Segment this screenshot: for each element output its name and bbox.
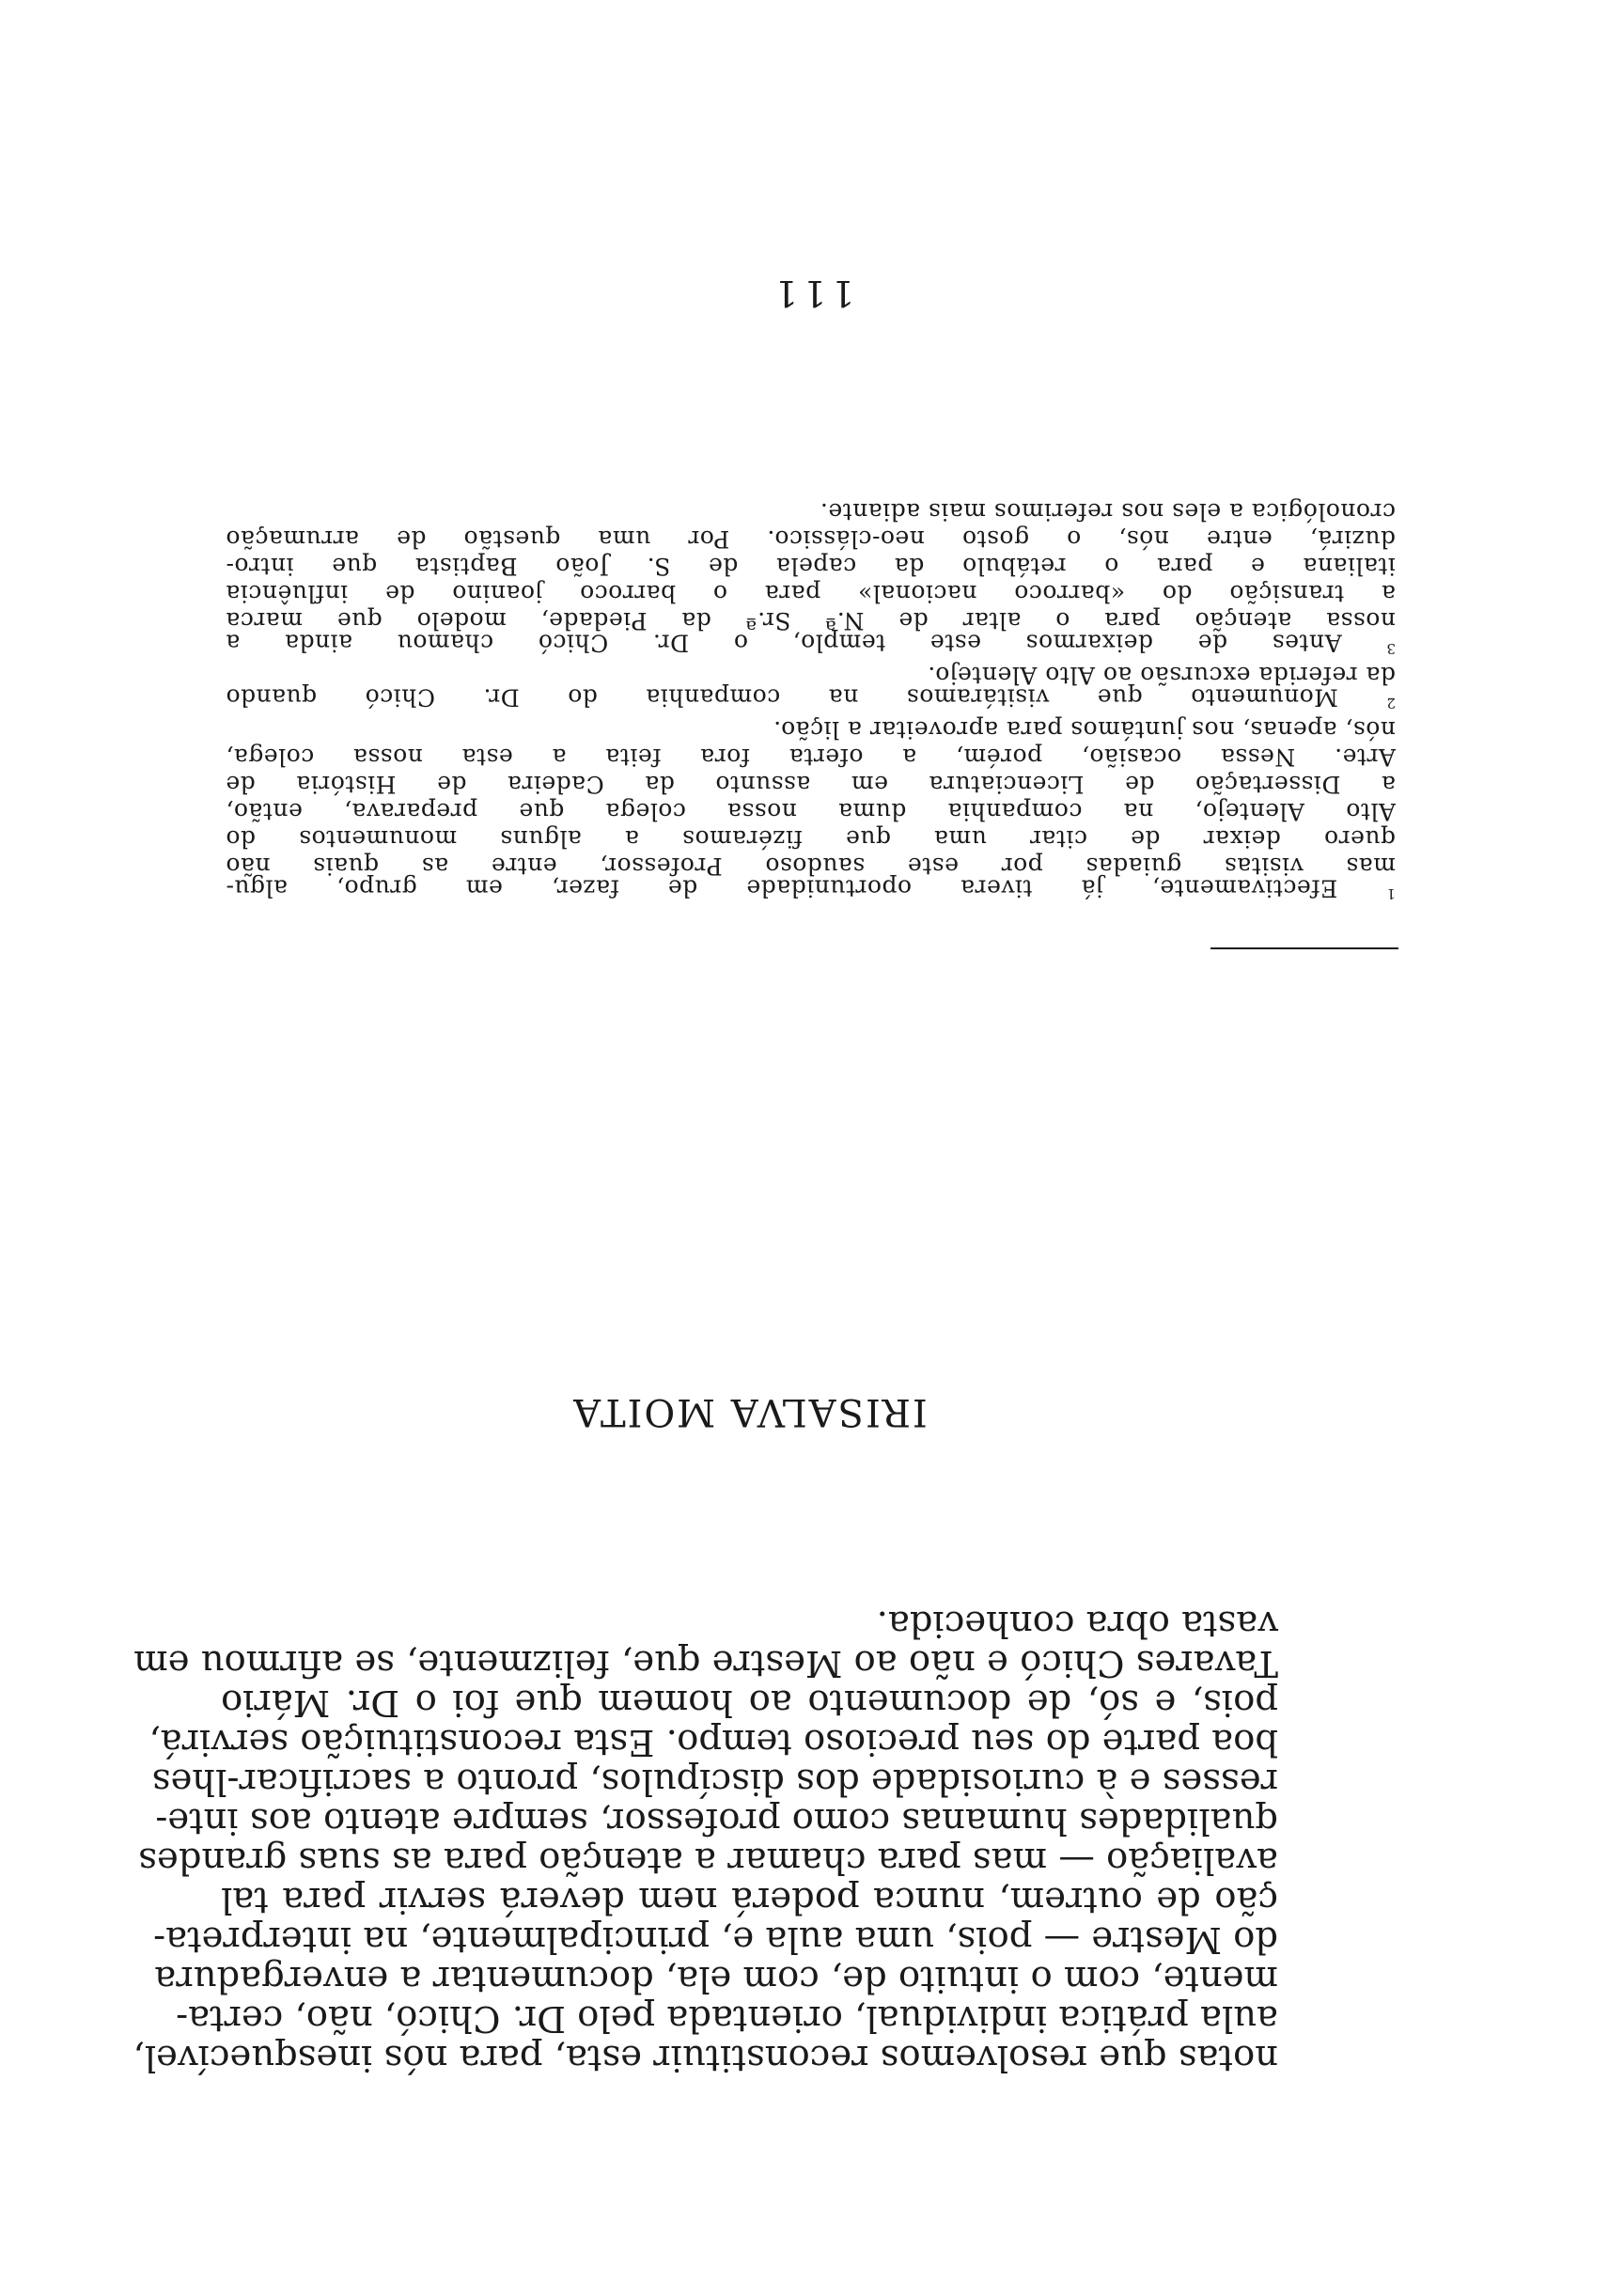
footnote-text: Efectivamente, já tivera oportunidade de fazer, em grupo, algu- — [226, 874, 1338, 902]
body-line: qualidades humanas como professor, sempre atento aos inte- — [155, 1800, 1278, 1842]
footnote-line: cronológica a eles nos referimos mais adiante. — [820, 498, 1396, 525]
footnote-line: duzirá, entre nós, o gosto neo-clássico. Por uma questão de arrumação — [226, 525, 1396, 553]
footnote-line: a Dissertação de Licenciatura em assunto da Cadeira de História de — [226, 771, 1396, 798]
footnote-line: Arte. Nessa ocasião, porém, a oferta fora feita a esta nossa colega, — [226, 743, 1396, 771]
body-line: Tavares Chicó e não ao Mestre que, felizmente, se afirmou em — [133, 1642, 1278, 1684]
body-line: pois, e só, de documento ao homem que foi o Dr. Mário — [221, 1682, 1278, 1724]
footnote-line: italiana e para o retábulo da capela de S. João Baptista que intro- — [226, 553, 1396, 580]
author-signature: IRISALVA MOITA — [571, 1390, 928, 1433]
page-number: 111 — [769, 273, 855, 314]
footnote-text: Antes de deixarmos este templo, o Dr. Chicó chamou ainda a — [226, 629, 1342, 657]
footnote-text: Monumento que visitáramos na companhia do Dr. Chicó quando — [226, 683, 1338, 712]
footnote-line: nós, apenas, nos juntámos para aproveitar a lição. — [773, 716, 1396, 743]
body-line: boa parte do seu precioso tempo. Esta reconstituição servirá, — [148, 1721, 1278, 1763]
footnote-marker: 1 — [1385, 885, 1396, 902]
footnote-2 — [226, 662, 1396, 716]
footnote-line: nossa atenção para o altar de N.ª Sr.ª da Piedade, modelo que marca — [226, 607, 1396, 634]
footnote-marker: 3 — [1385, 640, 1396, 657]
footnote-marker: 2 — [1385, 695, 1396, 712]
footnote-line — [226, 629, 1396, 662]
body-line: notas que resolvemos reconstituir esta, para nós inesquecível, — [133, 2037, 1278, 2079]
body-line: mente, com o intuito de, com ela, documentar a envergadura — [154, 1958, 1278, 2000]
footnote-line — [226, 683, 1396, 716]
footnote-line — [226, 874, 1396, 907]
footnote-3 — [226, 498, 1396, 662]
body-line: avaliação — mas para chamar a atenção para as suas grandes — [138, 1839, 1278, 1882]
body-line: aula prática individual, orientada pelo Dr. Chicó, não, certa- — [176, 1997, 1278, 2040]
footnote-line: a transição do «barroco nacional» para o barroco joanino de influência — [226, 580, 1396, 607]
body-line: ção de outrem, nunca poderá nem deverá servir para tal — [221, 1879, 1278, 1921]
footnote-1 — [226, 716, 1396, 907]
footnote-separator — [1210, 947, 1398, 949]
footnote-line: quero deixar de citar uma que fizéramos a alguns monumentos do — [226, 825, 1396, 853]
footnote-line: Alto Alentejo, na companhia duma nossa colega que preparava, então, — [226, 798, 1396, 825]
body-line: resses e à curiosidade dos discípulos, pronto a sacrificar-lhes — [151, 1760, 1278, 1803]
body-text — [133, 1603, 1278, 2079]
body-line: do Mestre — pois, uma aula e, principalmente, na interpreta- — [153, 1918, 1278, 1961]
body-line: vasta obra conhecida. — [876, 1603, 1278, 1645]
footnotes — [226, 498, 1396, 907]
footnote-line: da referida excursão ao Alto Alentejo. — [927, 662, 1396, 689]
footnote-line: mas visitas guiadas por este saudoso Professor, entre as quais não — [226, 853, 1396, 880]
